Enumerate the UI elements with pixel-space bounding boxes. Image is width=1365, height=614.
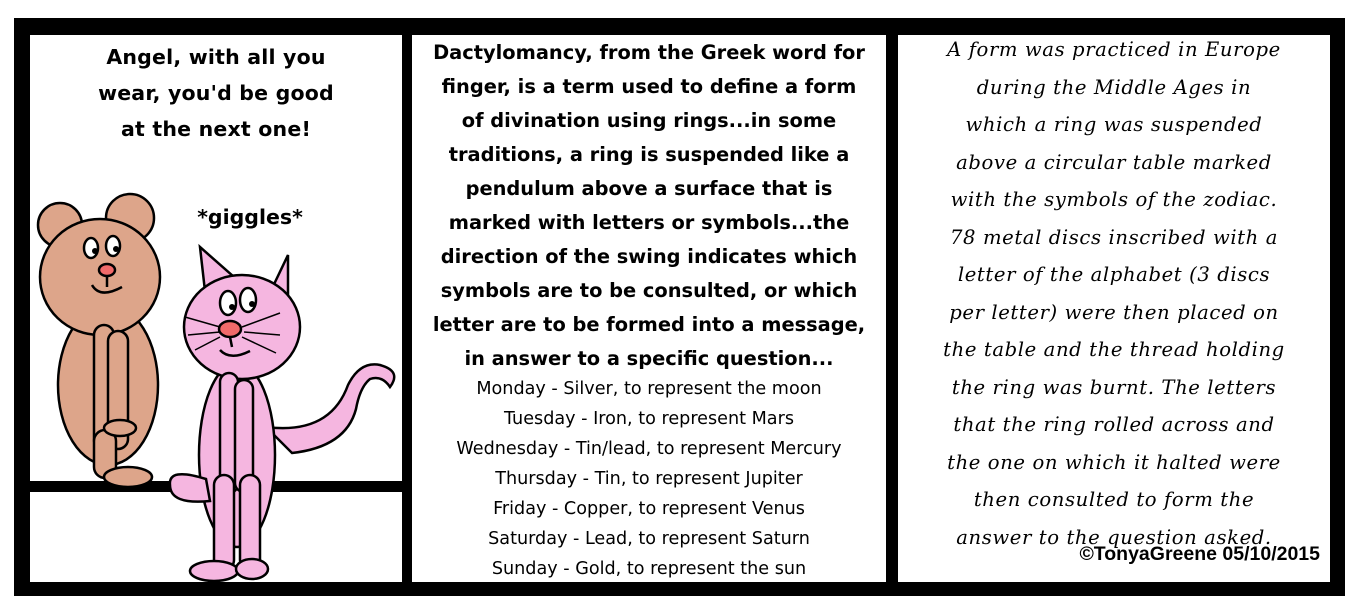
- cat-character: [170, 247, 394, 581]
- text-line: traditions, a ring is suspended like a: [448, 143, 850, 166]
- day-item: Saturday - Lead, to represent Saturn: [488, 529, 810, 549]
- text-line: which a ring was suspended: [965, 113, 1263, 136]
- text-line: 78 metal discs inscribed with a: [949, 225, 1278, 249]
- text-line: answer to the question asked.: [956, 525, 1272, 549]
- panel-1: [30, 35, 402, 582]
- text-line: letter are to be formed into a message,: [432, 313, 866, 336]
- bear-character: [38, 194, 160, 487]
- text-line: then consulted to form the: [973, 488, 1255, 511]
- day-item: Wednesday - Tin/lead, to represent Mercury: [456, 439, 842, 459]
- text-line: symbols are to be consulted, or which: [440, 279, 858, 302]
- text-line: finger, is a term used to define a form: [441, 75, 857, 98]
- copyright-credit: ©TonyaGreene 05/10/2015: [1079, 543, 1320, 565]
- text-line: marked with letters or symbols...the: [448, 211, 850, 234]
- text-line: letter of the alphabet (3 discs: [957, 263, 1271, 286]
- speech-line: Angel, with all you: [106, 45, 326, 69]
- panel-2: [412, 35, 886, 582]
- text-line: during the Middle Ages in: [976, 75, 1252, 99]
- text-line: above a circular table marked: [956, 150, 1272, 174]
- text-line: direction of the swing indicates which: [440, 245, 858, 268]
- text-line: A form was practiced in Europe: [947, 38, 1281, 61]
- text-line: of divination using rings...in some: [461, 109, 837, 132]
- day-item: Friday - Copper, to represent Venus: [493, 499, 805, 519]
- text-line: per letter) were then placed on: [949, 300, 1279, 324]
- days-list: [412, 374, 886, 582]
- panel-3: [898, 35, 1330, 582]
- text-line: the one on which it halted were: [947, 450, 1281, 474]
- day-item: Monday - Silver, to represent the moon: [476, 379, 822, 399]
- text-line: with the symbols of the zodiac.: [950, 188, 1278, 211]
- day-item: Thursday - Tin, to represent Jupiter: [495, 469, 803, 489]
- speech-line: at the next one!: [121, 117, 311, 141]
- text-line: in answer to a specific question...: [464, 347, 834, 370]
- dactylomancy-text: [412, 36, 886, 376]
- day-item: Sunday - Gold, to represent the sun: [491, 559, 807, 579]
- text-line: the table and the thread holding: [943, 338, 1285, 361]
- text-line: the ring was burnt. The letters: [951, 375, 1277, 399]
- text-line: Dactylomancy, from the Greek word for: [433, 41, 865, 64]
- giggle-text: *giggles*: [197, 205, 303, 229]
- characters-illustration: [30, 35, 402, 582]
- history-text: [898, 35, 1330, 556]
- day-item: Tuesday - Iron, to represent Mars: [503, 409, 794, 429]
- text-line: pendulum above a surface that is: [465, 177, 833, 200]
- text-line: that the ring rolled across and: [953, 413, 1275, 436]
- speech-line: wear, you'd be good: [98, 81, 334, 105]
